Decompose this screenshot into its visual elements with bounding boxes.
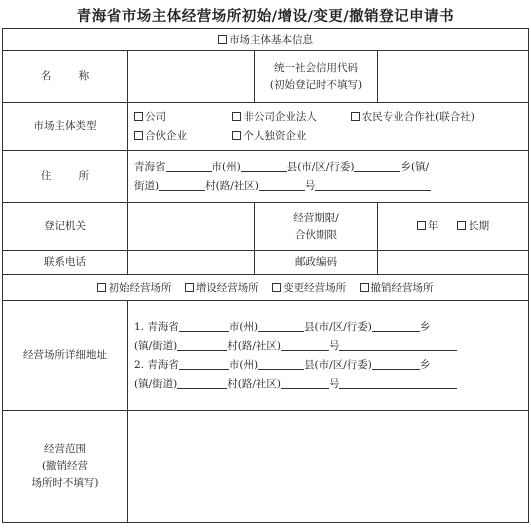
type-label: 市场主体类型 [3,103,128,151]
postcode-field[interactable] [378,251,529,275]
scope-note-2: 场所时不填写) [31,477,99,489]
site-address-field[interactable]: 1. 青海省 市(州) 县(市/区/行委) 乡 (镇/街道) 村(路/社区) 号 2. 青海省 市(州) 县(市/区/行委) 乡 (镇/街道) 村(路/社区) 号 [128,301,529,411]
term-option-permanent[interactable]: 长期 [457,220,489,232]
site1-county-blank[interactable] [258,320,304,332]
site2-village-blank[interactable] [177,377,227,389]
basic-info-header[interactable]: 市场主体基本信息 [3,29,529,51]
checkbox-icon[interactable] [272,283,281,292]
phone-field[interactable] [128,251,255,275]
address-extra-blank[interactable] [315,179,431,191]
scope-label-cell [3,411,128,523]
county-blank[interactable] [241,160,287,172]
type-option-partnership[interactable]: 合伙企业 [134,127,229,146]
checkbox-icon[interactable] [134,112,143,121]
town-blank[interactable] [354,160,400,172]
site2-town-blank[interactable] [372,358,420,370]
form-table [2,28,529,523]
site2-city-blank[interactable] [179,358,229,370]
checkbox-icon[interactable] [457,221,466,230]
credit-code-note: (初始登记时不填写) [269,78,363,91]
site-address-label: 经营场所详细地址 [3,301,128,411]
type-option-cooperative[interactable]: 农民专业合作社(联合社) [351,108,475,127]
operation-type-row [3,275,529,301]
checkbox-icon[interactable] [218,35,227,44]
op-change[interactable]: 变更经营场所 [272,282,346,294]
term-option-years[interactable]: 年 [417,220,439,232]
postcode-label: 邮政编码 [255,251,378,275]
address-field[interactable]: 青海省 市(州) 县(市/区/行委) 乡(镇/ 街道) 村(路/社区) 号 [128,151,529,203]
site2-extra-blank[interactable] [339,377,457,389]
site2-county-blank[interactable] [258,358,304,370]
phone-label: 联系电话 [3,251,128,275]
village-blank[interactable] [159,179,205,191]
form-title: 青海省市场主体经营场所初始/增设/变更/撤销登记申请书 [76,9,455,25]
checkbox-icon[interactable] [232,112,241,121]
number-blank[interactable] [259,179,305,191]
credit-code-field[interactable] [378,51,529,103]
scope-label: 经营范围 [44,443,86,455]
address-label: 住 所 [40,170,90,182]
credit-code-label: 统一社会信用代码 [274,61,358,74]
op-add[interactable]: 增设经营场所 [185,282,259,294]
scope-field[interactable] [128,411,529,523]
checkbox-icon[interactable] [185,283,194,292]
city-blank[interactable] [166,160,212,172]
authority-field[interactable] [128,203,255,251]
op-cancel[interactable]: 撤销经营场所 [360,282,434,294]
op-initial[interactable]: 初始经营场所 [97,282,171,294]
site1-extra-blank[interactable] [339,339,457,351]
term-label-1: 经营期限/ [293,211,339,224]
checkbox-icon[interactable] [417,221,426,230]
authority-label: 登记机关 [3,203,128,251]
site1-city-blank[interactable] [179,320,229,332]
site1-village-blank[interactable] [177,339,227,351]
credit-code-label-cell [255,51,378,103]
term-label-2: 合伙期限 [295,228,337,241]
checkbox-icon[interactable] [232,131,241,140]
term-label-cell [255,203,378,251]
name-label-cell [3,51,128,103]
site2-number-blank[interactable] [281,377,329,389]
address-label-cell [3,151,128,203]
checkbox-icon[interactable] [97,283,106,292]
name-label: 名 称 [40,70,90,82]
checkbox-icon[interactable] [360,283,369,292]
scope-note-1: (撤销经营 [41,460,89,472]
name-field[interactable] [128,51,255,103]
site1-town-blank[interactable] [372,320,420,332]
type-option-non-company[interactable]: 非公司企业法人 [232,108,347,127]
type-option-company[interactable]: 公司 [134,108,229,127]
term-options [378,203,529,251]
type-options [128,103,529,151]
checkbox-icon[interactable] [351,112,360,121]
site1-number-blank[interactable] [281,339,329,351]
checkbox-icon[interactable] [134,131,143,140]
type-option-sole-proprietorship[interactable]: 个人独资企业 [232,127,306,146]
